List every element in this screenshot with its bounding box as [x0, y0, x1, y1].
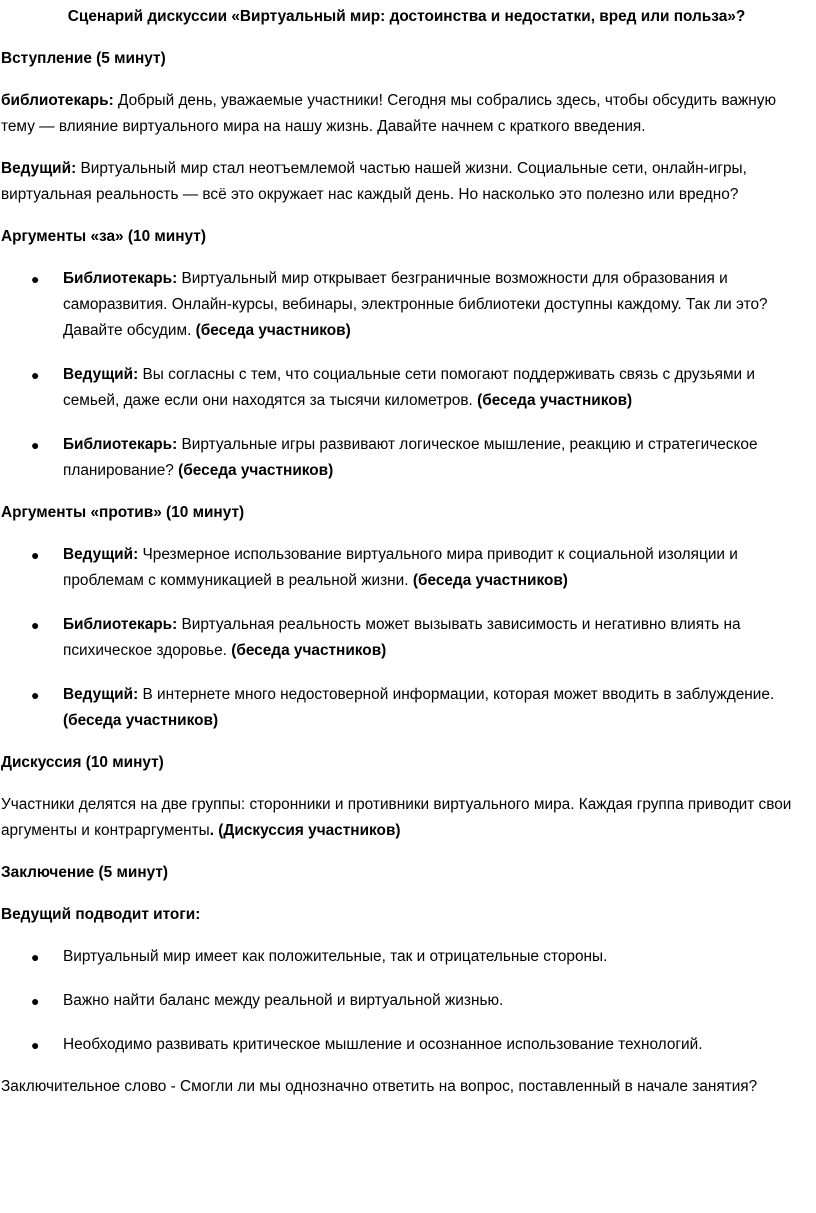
list-item	[1, 1032, 812, 1058]
bullet-icon: ●	[31, 617, 40, 633]
intro-paragraph-librarian	[1, 88, 812, 140]
paragraph-text: Виртуальный мир стал неотъемлемой частью нашей жизни. Социальные сети, онлайн-игры, виртуальная реальность — всё это окружает нас каждый день. Но насколько это полезно или вредно?	[1, 160, 747, 203]
item-text: Необходимо развивать критическое мышление и осознанное использование технологий.	[63, 1036, 703, 1053]
conclusion-list	[1, 944, 812, 1058]
item-text: Виртуальные игры развивают логическое мышление, реакцию и стратегическое планирование?	[63, 436, 758, 479]
bullet-icon: ●	[31, 437, 40, 453]
bullet-icon: ●	[31, 547, 40, 563]
speaker-label: Ведущий:	[1, 160, 77, 177]
action-note: . (Дискуссия участников)	[209, 822, 401, 839]
paragraph-text: Участники делятся на две группы: сторонники и противники виртуального мира. Каждая группа приводит свои аргументы и контраргументы	[1, 796, 792, 839]
item-text: В интернете много недостоверной информации, которая может вводить в заблуждение.	[138, 686, 775, 703]
list-item	[1, 612, 812, 664]
item-text: Виртуальный мир имеет как положительные, так и отрицательные стороны.	[63, 948, 608, 965]
section-heading-pro: Аргументы «за» (10 минут)	[1, 228, 206, 245]
section-heading-conclusion: Заключение (5 минут)	[1, 864, 169, 881]
item-text: Вы согласны с тем, что социальные сети помогают поддерживать связь с друзьями и семьей, даже если они находятся за тысячи километров.	[63, 366, 755, 409]
paragraph-text: Добрый день, уважаемые участники! Сегодня мы собрались здесь, чтобы обсудить важную тему — влияние виртуального мира на нашу жизнь. Давайте начнем с краткого введения.	[1, 92, 777, 135]
speaker-label: Ведущий:	[63, 686, 139, 703]
section-heading-con: Аргументы «против» (10 минут)	[1, 504, 245, 521]
section-heading-discussion: Дискуссия (10 минут)	[1, 754, 164, 771]
speaker-label: Библиотекарь:	[63, 270, 178, 287]
list-item	[1, 362, 812, 414]
document-title: Сценарий дискуссии «Виртуальный мир: достоинства и недостатки, вред или польза»?	[67, 8, 746, 25]
action-note: (беседа участников)	[231, 642, 387, 659]
item-text: Виртуальная реальность может вызывать зависимость и негативно влиять на психическое здоровье.	[63, 616, 741, 659]
intro-paragraph-host	[1, 156, 812, 208]
pro-arguments-list	[1, 266, 812, 484]
list-item	[1, 542, 812, 594]
speaker-label: Ведущий:	[63, 366, 139, 383]
list-item	[1, 988, 812, 1014]
speaker-label: Библиотекарь:	[63, 436, 178, 453]
bullet-icon: ●	[31, 271, 40, 287]
bullet-icon: ●	[31, 993, 40, 1009]
action-note: (беседа участников)	[63, 712, 219, 729]
item-text: Чрезмерное использование виртуального мира приводит к социальной изоляции и проблемам с коммуникацией в реальной жизни.	[63, 546, 738, 589]
list-item	[1, 266, 812, 344]
con-arguments-list	[1, 542, 812, 734]
conclusion-subheading: Ведущий подводит итоги:	[1, 906, 201, 923]
bullet-icon: ●	[31, 949, 40, 965]
list-item	[1, 682, 812, 734]
speaker-label: библиотекарь:	[1, 92, 114, 109]
list-item	[1, 432, 812, 484]
list-item	[1, 944, 812, 970]
bullet-icon: ●	[31, 687, 40, 703]
final-paragraph: Заключительное слово - Смогли ли мы однозначно ответить на вопрос, поставленный в начале занятия?	[1, 1078, 758, 1095]
action-note: (беседа участников)	[412, 572, 568, 589]
item-text: Виртуальный мир открывает безграничные возможности для образования и саморазвития. Онлайн-курсы, вебинары, электронные библиотеки доступны каждому. Так ли это? Давайте обсудим.	[63, 270, 768, 339]
item-text: Важно найти баланс между реальной и виртуальной жизнью.	[63, 992, 504, 1009]
action-note: (беседа участников)	[178, 462, 334, 479]
speaker-label: Библиотекарь:	[63, 616, 178, 633]
speaker-label: Ведущий:	[63, 546, 139, 563]
action-note: (беседа участников)	[195, 322, 351, 339]
discussion-paragraph	[1, 792, 812, 844]
section-heading-intro: Вступление (5 минут)	[1, 50, 166, 67]
bullet-icon: ●	[31, 367, 40, 383]
action-note: (беседа участников)	[477, 392, 633, 409]
bullet-icon: ●	[31, 1037, 40, 1053]
